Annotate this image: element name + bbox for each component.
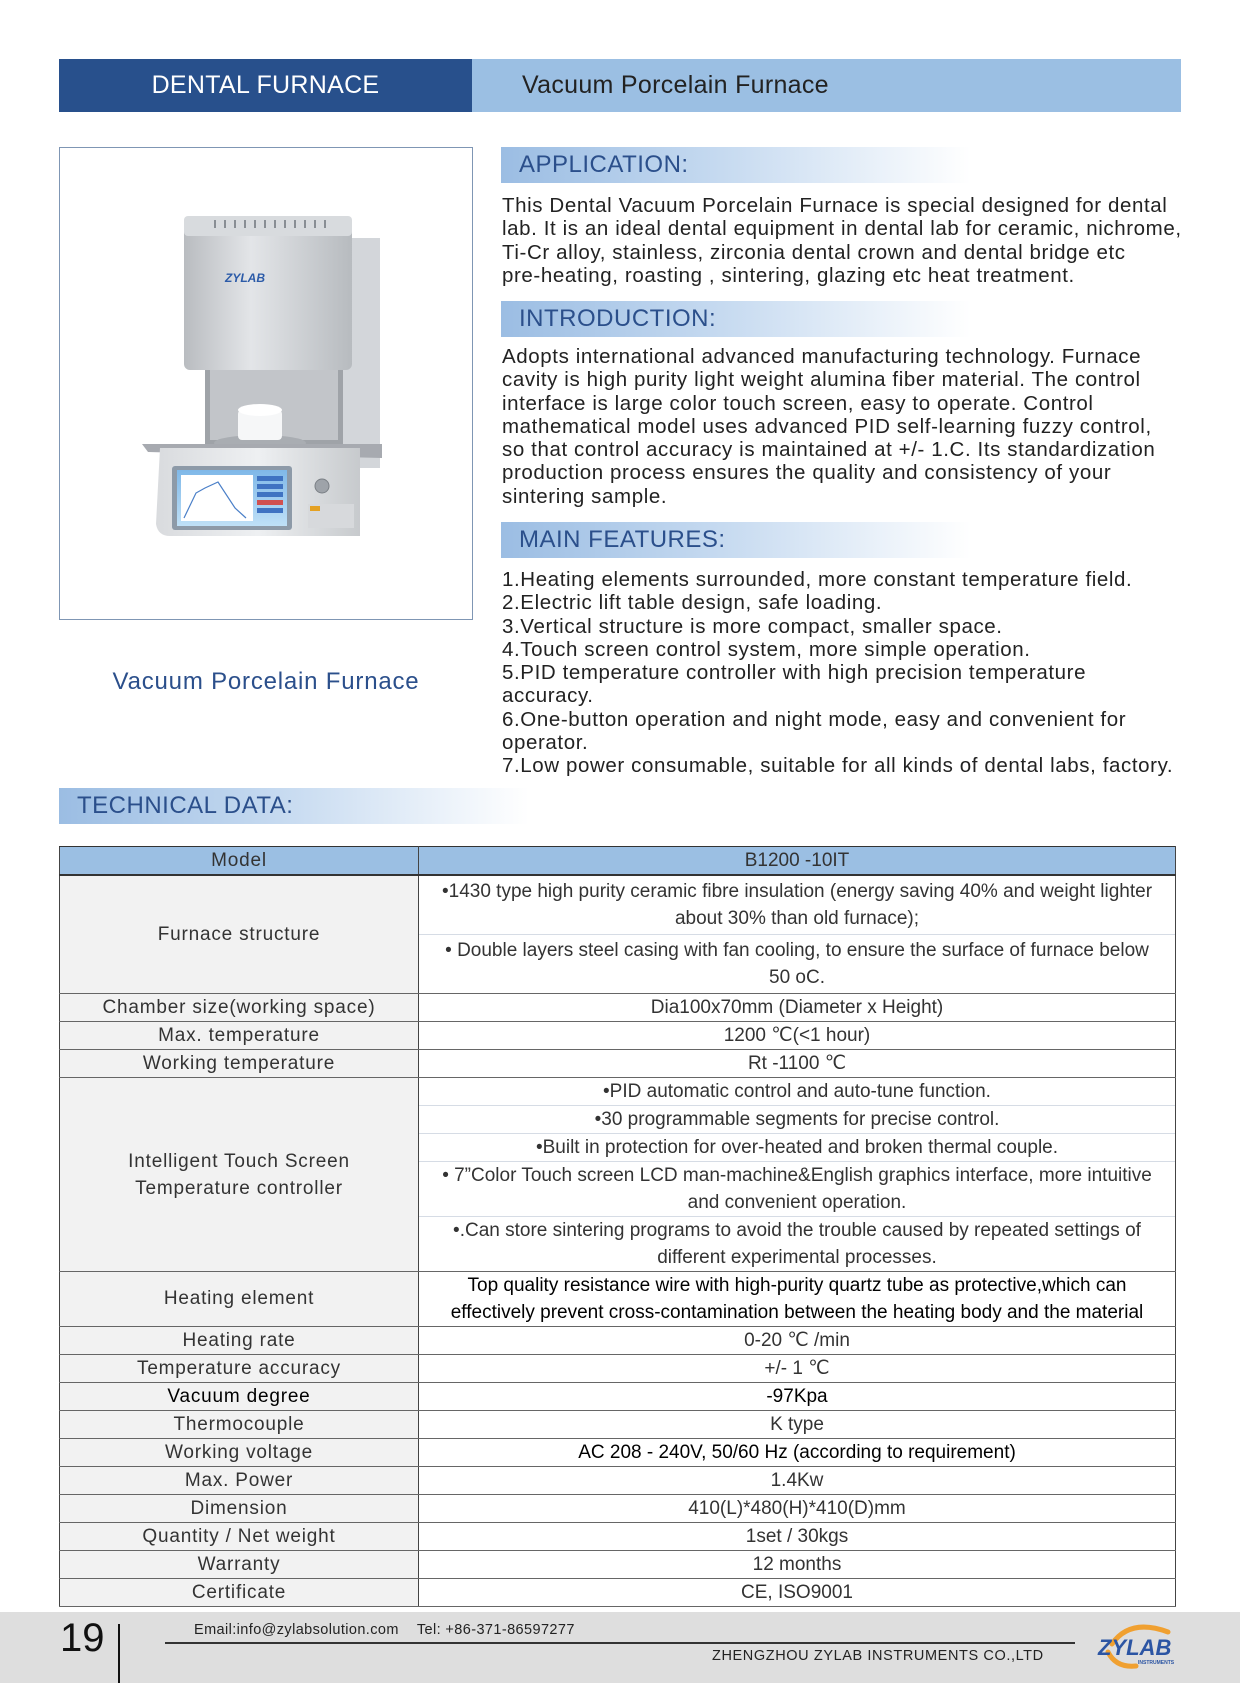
feature-item: 6.One-button operation and night mode, easy and convenient for [502, 707, 1127, 731]
introduction-line: Adopts international advanced manufacturing technology. Furnace [502, 345, 1142, 368]
product-title: Vacuum Porcelain Furnace [472, 59, 1181, 112]
row-label: Heating element [60, 1272, 419, 1327]
feature-item: 1.Heating elements surrounded, more constant temperature field. [502, 568, 1133, 591]
logo-text: ZYLAB [1098, 1635, 1172, 1660]
device-brand-logo: ZYLAB [225, 271, 265, 285]
introduction-line: mathematical model uses advanced PID self-learning fuzzy control, [502, 414, 1152, 438]
table-header-row [60, 847, 1176, 876]
table-row [60, 1327, 1176, 1355]
row-label: Vacuum degree [60, 1383, 419, 1411]
header-label: Model [60, 847, 419, 876]
table-row [60, 1383, 1176, 1411]
table-row [60, 1078, 1176, 1272]
company-name: ZHENGZHOU ZYLAB INSTRUMENTS CO.,LTD [712, 1648, 1044, 1664]
row-label: Temperature accuracy [60, 1355, 419, 1383]
features-heading: MAIN FEATURES: [501, 522, 971, 558]
row-value-item: •1430 type high purity ceramic fibre insulation (energy saving 40% and weight lighter about 30% than old furnace); [419, 876, 1175, 935]
table-row [60, 1022, 1176, 1050]
row-label: Quantity / Net weight [60, 1523, 419, 1551]
row-value: -97Kpa [419, 1383, 1176, 1411]
zylab-logo-icon [1090, 1622, 1190, 1672]
table-row [60, 1355, 1176, 1383]
row-value: K type [419, 1411, 1176, 1439]
introduction-text [502, 345, 1155, 508]
row-label: Max. Power [60, 1467, 419, 1495]
category-title: DENTAL FURNACE [59, 59, 472, 112]
table-row [60, 1551, 1176, 1579]
row-label: Dimension [60, 1495, 419, 1523]
row-value: Top quality resistance wire with high-purity quartz tube as protective,which can effectively prevent cross-contamination between the heating body and the material [419, 1272, 1176, 1327]
row-label: Warranty [60, 1551, 419, 1579]
table-row [60, 1523, 1176, 1551]
row-value: 1set / 30kgs [419, 1523, 1176, 1551]
row-label: Certificate [60, 1579, 419, 1607]
table-row [60, 1495, 1176, 1523]
row-value-item: •Built in protection for over-heated and broken thermal couple. [419, 1134, 1175, 1162]
row-value-item: •PID automatic control and auto-tune function. [419, 1078, 1175, 1106]
logo-subtext: INSTRUMENTS [1138, 1660, 1175, 1666]
contact-info [194, 1622, 575, 1638]
introduction-line: so that control accuracy is maintained at +/- 1.C. Its standardization [502, 438, 1156, 462]
contact-tel: Tel: +86-371-86597277 [416, 1622, 575, 1638]
application-line: pre-heating, roasting , sintering, glazing etc heat treatment. [502, 263, 1075, 287]
row-value: 1.4Kw [419, 1467, 1176, 1495]
table-row [60, 1439, 1176, 1467]
row-label: Max. temperature [60, 1022, 419, 1050]
table-row [60, 994, 1176, 1022]
row-value: CE, ISO9001 [419, 1579, 1176, 1607]
row-value-item: •30 programmable segments for precise control. [419, 1106, 1175, 1134]
table-row [60, 1050, 1176, 1078]
row-label: Furnace structure [60, 875, 419, 994]
row-value-group [419, 875, 1176, 994]
application-heading: APPLICATION: [501, 147, 971, 183]
furnace-illustration [60, 148, 472, 619]
table-row [60, 875, 1176, 994]
page-footer [0, 1612, 1240, 1683]
features-list [502, 568, 1173, 778]
row-label: Chamber size(working space) [60, 994, 419, 1022]
application-line: This Dental Vacuum Porcelain Furnace is special designed for dental [502, 194, 1168, 217]
contact-email: Email:info@zylabsolution.com [194, 1622, 399, 1638]
row-value: 12 months [419, 1551, 1176, 1579]
row-value-item: •.Can store sintering programs to avoid the trouble caused by repeated settings of different experimental processes. [453, 1220, 1141, 1268]
feature-item: operator. [502, 731, 589, 755]
row-value-group [419, 1078, 1176, 1272]
table-row [60, 1579, 1176, 1607]
application-text [502, 194, 1182, 287]
table-row [60, 1411, 1176, 1439]
top-banner [59, 59, 1181, 112]
row-label: Working voltage [60, 1439, 419, 1467]
footer-divider [165, 1642, 1075, 1644]
table-row [60, 1467, 1176, 1495]
product-image-frame [59, 147, 473, 620]
row-label-line: Intelligent Touch Screen [128, 1150, 350, 1172]
row-value: +/- 1 ℃ [419, 1355, 1176, 1383]
page-number: 19 [60, 1616, 105, 1660]
introduction-line: sintering sample. [502, 484, 668, 508]
row-label: Thermocouple [60, 1411, 419, 1439]
row-label: Heating rate [60, 1327, 419, 1355]
row-label-line: Temperature controller [135, 1177, 343, 1199]
table-row [60, 1272, 1176, 1327]
introduction-line: production process ensures the quality and consistency of your [502, 461, 1112, 485]
feature-item: accuracy. [502, 684, 594, 708]
feature-item: 4.Touch screen control system, more simple operation. [502, 637, 1031, 661]
row-value-item: • 7”Color Touch screen LCD man-machine&English graphics interface, more intuitive and convenient operation. [419, 1162, 1175, 1217]
feature-item: 5.PID temperature controller with high precision temperature [502, 661, 1087, 685]
product-caption: Vacuum Porcelain Furnace [112, 668, 420, 695]
application-line: Ti-Cr alloy, stainless, zirconia dental crown and dental bridge etc [502, 240, 1126, 264]
introduction-heading: INTRODUCTION: [501, 301, 971, 337]
header-model-value: B1200 -10IT [419, 847, 1176, 876]
feature-item: 3.Vertical structure is more compact, smaller space. [502, 614, 1003, 638]
row-value: 410(L)*480(H)*410(D)mm [419, 1495, 1176, 1523]
technical-heading: TECHNICAL DATA: [59, 788, 529, 824]
feature-item: 7.Low power consumable, suitable for all kinds of dental labs, factory. [502, 754, 1174, 778]
row-value: 1200 ℃(<1 hour) [419, 1022, 1176, 1050]
page-number-divider [118, 1624, 120, 1683]
row-value: 0-20 ℃ /min [419, 1327, 1176, 1355]
introduction-line: interface is large color touch screen, easy to operate. Control [502, 391, 1094, 415]
row-value: AC 208 - 240V, 50/60 Hz (according to requirement) [419, 1439, 1176, 1467]
introduction-line: cavity is high purity light weight alumina fiber material. The control [502, 368, 1141, 392]
feature-item: 2.Electric lift table design, safe loading. [502, 591, 883, 615]
row-value: Dia100x70mm (Diameter x Height) [419, 994, 1176, 1022]
row-label [60, 1078, 419, 1272]
application-line: lab. It is an ideal dental equipment in dental lab for ceramic, nichrome, [502, 217, 1182, 241]
row-value-item: • Double layers steel casing with fan cooling, to ensure the surface of furnace below 50 oC. [445, 940, 1149, 988]
row-value: Rt -1100 ℃ [419, 1050, 1176, 1078]
row-label: Working temperature [60, 1050, 419, 1078]
technical-data-table [59, 846, 1176, 1607]
